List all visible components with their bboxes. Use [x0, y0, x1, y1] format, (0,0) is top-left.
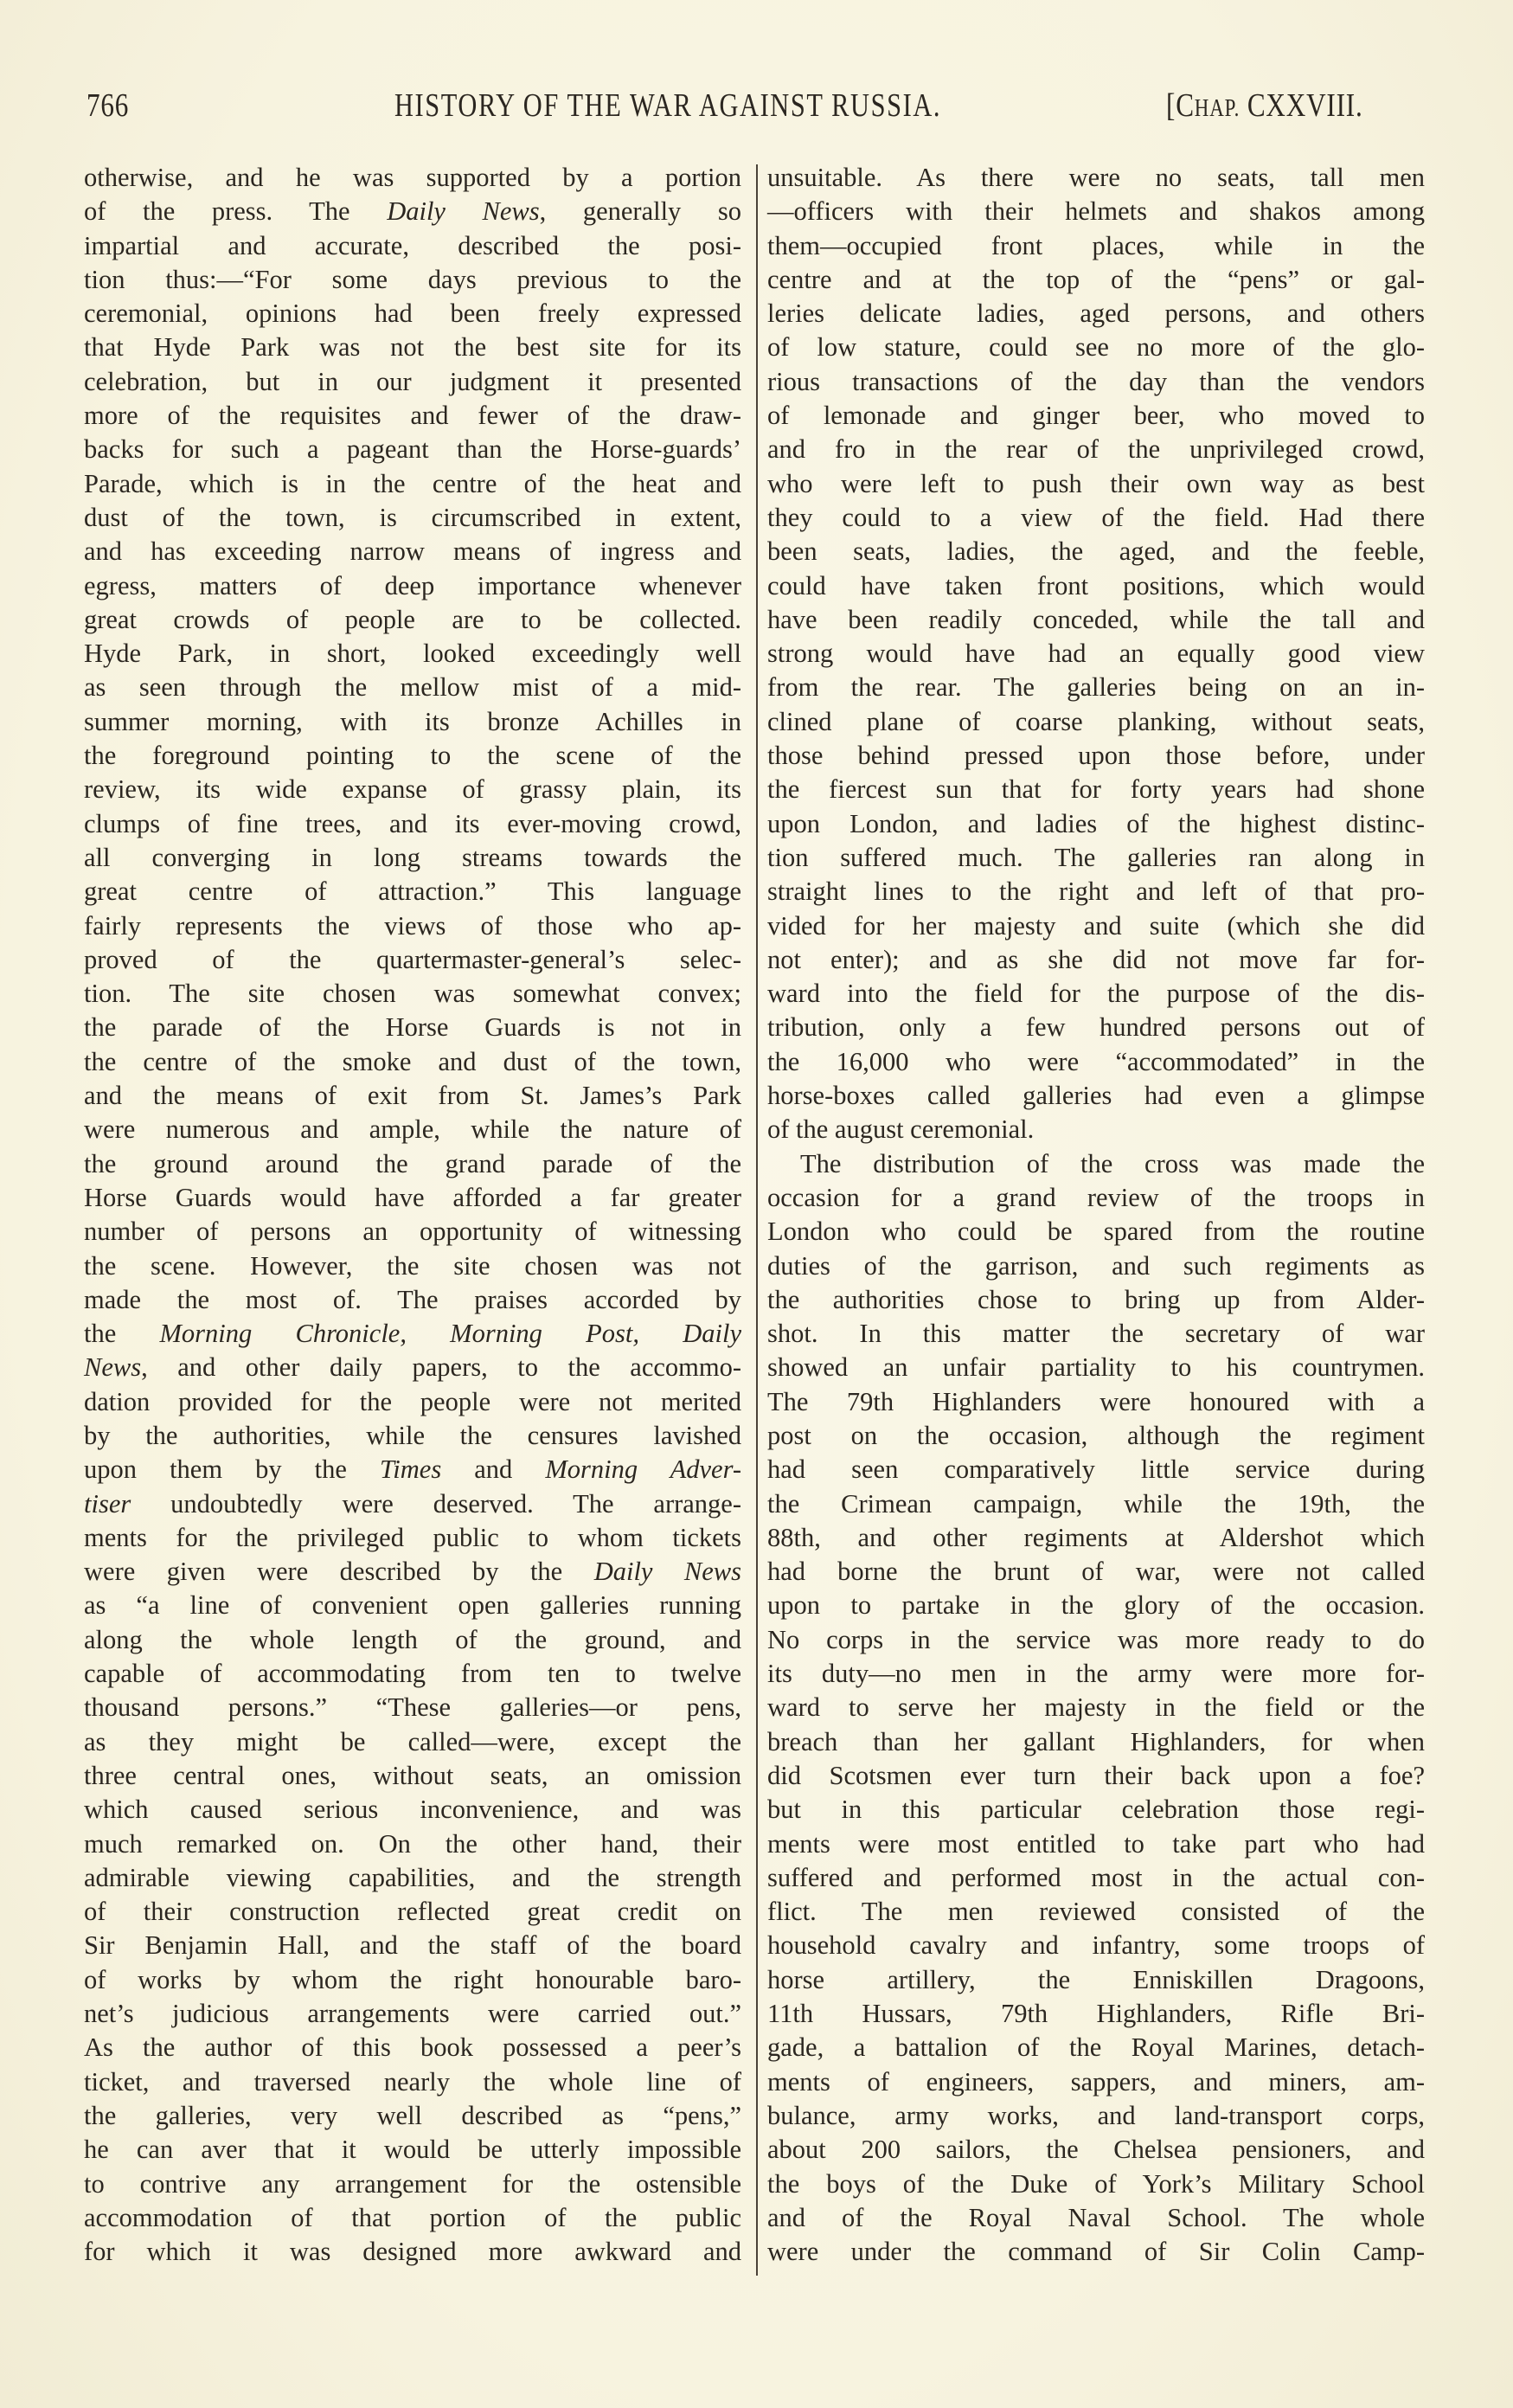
- text-line: ments for the privileged public to whom tickets: [84, 1522, 741, 1552]
- text-line: Hyde Park, in short, looked exceedingly well: [84, 639, 741, 669]
- text-line: breach than her gallant Highlanders, for when: [767, 1726, 1425, 1756]
- text-line: celebration, but in our judgment it presented: [84, 366, 741, 396]
- text-line: The 79th Highlanders were honoured with a: [767, 1386, 1425, 1416]
- text-line: vided for her majesty and suite (which she did: [767, 910, 1425, 941]
- text-line: number of persons an opportunity of witnessing: [84, 1217, 741, 1247]
- text-line: could have taken front positions, which would: [767, 570, 1425, 600]
- text-line: the Crimean campaign, while the 19th, the: [767, 1488, 1425, 1519]
- text-line: all converging in long streams towards the: [84, 842, 741, 872]
- text-line: and of the Royal Naval School. The whole: [767, 2202, 1425, 2232]
- text-line: ments of engineers, sappers, and miners, am-: [767, 2066, 1425, 2097]
- text-line: otherwise, and he was supported by a portion: [84, 163, 741, 192]
- text-line: centre and at the top of the “pens” or gal-: [767, 264, 1425, 294]
- text-line: straight lines to the right and left of that pro-: [767, 877, 1425, 907]
- text-line: showed an unfair partiality to his countrymen.: [767, 1352, 1425, 1383]
- text-line: have been readily conceded, while the tall and: [767, 604, 1425, 634]
- text-line: of lemonade and ginger beer, who moved to: [767, 401, 1425, 431]
- text-line: and the means of exit from St. James’s Park: [84, 1081, 741, 1111]
- column-divider-rule: [756, 164, 758, 2276]
- text-line: tion suffered much. The galleries ran along in: [767, 842, 1425, 872]
- text-line: thousand persons.” “These galleries—or pens,: [84, 1692, 741, 1723]
- text-line: household cavalry and infantry, some troops of: [767, 1930, 1425, 1961]
- text-line: fairly represents the views of those who ap-: [84, 910, 741, 941]
- text-line: about 200 sailors, the Chelsea pensioners, and: [767, 2135, 1425, 2165]
- text-line: made the most of. The praises accorded by: [84, 1284, 741, 1314]
- text-line: they could to a view of the field. Had there: [767, 502, 1425, 532]
- text-line: strong would have had an equally good view: [767, 639, 1425, 669]
- text-line: three central ones, without seats, an omission: [84, 1760, 741, 1790]
- text-line: and fro in the rear of the unprivileged crowd,: [767, 434, 1425, 465]
- text-line: more of the requisites and fewer of the draw-: [84, 401, 741, 431]
- text-line: for which it was designed more awkward and: [84, 2237, 741, 2267]
- text-line: capable of accommodating from ten to twelve: [84, 1659, 741, 1689]
- text-line: ments were most entitled to take part who had: [767, 1828, 1425, 1859]
- text-line: by the authorities, while the censures lavished: [84, 1420, 741, 1450]
- text-line: the boys of the Duke of York’s Military School: [767, 2168, 1425, 2199]
- text-line: as they might be called—were, except the: [84, 1726, 741, 1756]
- text-line: as “a line of convenient open galleries running: [84, 1590, 741, 1621]
- text-line: upon them by the Times and Morning Adver-: [84, 1454, 741, 1485]
- text-line: 11th Hussars, 79th Highlanders, Rifle Bri-: [767, 1999, 1425, 2029]
- text-line: admirable viewing capabilities, and the strength: [84, 1862, 741, 1892]
- text-line: tion thus:—“For some days previous to the: [84, 264, 741, 294]
- chapter-reference: [1166, 87, 1363, 125]
- italic-title: Times: [380, 1454, 442, 1485]
- text-line: ticket, and traversed nearly the whole line of: [84, 2066, 741, 2097]
- text-line: but in this particular celebration those regi-: [767, 1795, 1425, 1825]
- text-line: Sir Benjamin Hall, and the staff of the board: [84, 1930, 741, 1961]
- text-line: clined plane of coarse planking, without seats,: [767, 706, 1425, 736]
- text-line: tion. The site chosen was somewhat convex;: [84, 979, 741, 1009]
- text-line: gade, a battalion of the Royal Marines, detach-: [767, 2032, 1425, 2063]
- text-line: shot. In this matter the secretary of war: [767, 1319, 1425, 1349]
- text-line: bulance, army works, and land-transport corps,: [767, 2100, 1425, 2130]
- text-line: had seen comparatively little service during: [767, 1454, 1425, 1485]
- text-line: to contrive any arrangement for the ostensible: [84, 2168, 741, 2199]
- text-line: horse-boxes called galleries had even a glimpse: [767, 1081, 1425, 1111]
- text-line: which caused serious inconvenience, and was: [84, 1795, 741, 1825]
- running-head: [87, 83, 1436, 135]
- text-line: its duty—no men in the army were more for-: [767, 1659, 1425, 1689]
- text-line: tribution, only a few hundred persons out of: [767, 1012, 1425, 1043]
- text-line: the fiercest sun that for forty years had shone: [767, 774, 1425, 805]
- text-line: upon to partake in the glory of the occasion.: [767, 1590, 1425, 1621]
- text-line: —officers with their helmets and shakos among: [767, 196, 1425, 227]
- text-line: ward to serve her majesty in the field or the: [767, 1692, 1425, 1723]
- text-line: the centre of the smoke and dust of the town,: [84, 1046, 741, 1076]
- text-line: them—occupied front places, while in the: [767, 230, 1425, 260]
- italic-title: Daily News: [593, 1557, 742, 1587]
- text-line: and has exceeding narrow means of ingress and: [84, 536, 741, 567]
- italic-title: News: [84, 1352, 142, 1383]
- text-line: from the rear. The galleries being on an in-: [767, 672, 1425, 703]
- italic-title: Morning Chronicle, Morning Post, Daily: [159, 1319, 742, 1349]
- text-line: the galleries, very well described as “pens,”: [84, 2100, 741, 2130]
- text-line: Horse Guards would have afforded a far greater: [84, 1182, 741, 1212]
- right-text-column: [767, 161, 1425, 2269]
- text-line: not enter); and as she did not move far for-: [767, 944, 1425, 974]
- text-line: he can aver that it would be utterly impossible: [84, 2135, 741, 2165]
- text-line: along the whole length of the ground, and: [84, 1624, 741, 1654]
- book-title: HISTORY OF THE WAR AGAINST RUSSIA.: [394, 87, 942, 124]
- text-line: clumps of fine trees, and its ever-moving crowd,: [84, 808, 741, 838]
- text-line: occasion for a grand review of the troops in: [767, 1182, 1425, 1212]
- text-line: of their construction reflected great credit on: [84, 1897, 741, 1927]
- text-line: had borne the brunt of war, were not called: [767, 1557, 1425, 1587]
- text-line: of low stature, could see no more of the glo-: [767, 332, 1425, 363]
- text-line: London who could be spared from the routine: [767, 1217, 1425, 1247]
- text-line: review, its wide expanse of grassy plain, its: [84, 774, 741, 805]
- text-line: duties of the garrison, and such regiments as: [767, 1250, 1425, 1281]
- text-line: the authorities chose to bring up from Alder-: [767, 1284, 1425, 1314]
- italic-title: tiser: [84, 1488, 131, 1519]
- italic-title: Daily News: [387, 196, 540, 227]
- text-line: ward into the field for the purpose of the dis-: [767, 979, 1425, 1009]
- text-line: As the author of this book possessed a peer’s: [84, 2032, 741, 2063]
- text-line: as seen through the mellow mist of a mid-: [84, 672, 741, 703]
- chapter-number: CXXVIII.: [1247, 87, 1363, 124]
- text-line: of the august ceremonial.: [767, 1114, 1035, 1145]
- chapter-label: HAP.: [1194, 95, 1241, 122]
- text-line: dation provided for the people were not merited: [84, 1386, 741, 1416]
- text-line: unsuitable. As there were no seats, tall men: [767, 163, 1425, 192]
- chapter-bracket: [C: [1166, 87, 1195, 124]
- text-line: egress, matters of deep importance whenever: [84, 570, 741, 600]
- text-line: much remarked on. On the other hand, their: [84, 1828, 741, 1859]
- text-line: accommodation of that portion of the public: [84, 2202, 741, 2232]
- text-line: were given were described by the Daily News: [84, 1557, 742, 1587]
- text-line: ceremonial, opinions had been freely expressed: [84, 299, 741, 329]
- text-line: dust of the town, is circumscribed in extent,: [84, 502, 741, 532]
- text-line: suffered and performed most in the actual con-: [767, 1862, 1425, 1892]
- text-line: who were left to push their own way as best: [767, 468, 1425, 498]
- text-line: upon London, and ladies of the highest distinc-: [767, 808, 1425, 838]
- text-line: horse artillery, the Enniskillen Dragoons,: [767, 1964, 1425, 1994]
- text-line: great centre of attraction.” This language: [84, 877, 741, 907]
- left-text-column: [84, 161, 741, 2269]
- text-line: the Morning Chronicle, Morning Post, Daily: [84, 1319, 742, 1349]
- text-line: were numerous and ample, while the nature of: [84, 1114, 741, 1145]
- text-line: News, and other daily papers, to the accommo-: [84, 1352, 741, 1383]
- text-line: of works by whom the right honourable baro-: [84, 1964, 741, 1994]
- text-line: post on the occasion, although the regiment: [767, 1420, 1425, 1450]
- text-line: The distribution of the cross was made the: [800, 1148, 1425, 1178]
- text-line: the scene. However, the site chosen was not: [84, 1250, 741, 1281]
- text-line: of the press. The Daily News, generally so: [84, 196, 742, 227]
- text-line: the ground around the grand parade of the: [84, 1148, 741, 1178]
- text-line: rious transactions of the day than the vendors: [767, 366, 1425, 396]
- text-line: were under the command of Sir Colin Camp-: [767, 2237, 1425, 2267]
- text-line: those behind pressed upon those before, under: [767, 741, 1425, 771]
- text-line: backs for such a pageant than the Horse-guards’: [84, 434, 741, 465]
- text-line: tiser undoubtedly were deserved. The arrange-: [84, 1488, 741, 1519]
- text-line: summer morning, with its bronze Achilles in: [84, 706, 741, 736]
- text-line: great crowds of people are to be collected.: [84, 604, 741, 634]
- text-line: flict. The men reviewed consisted of the: [767, 1897, 1425, 1927]
- text-line: net’s judicious arrangements were carried out.”: [84, 1999, 741, 2029]
- italic-title: Morning Adver-: [545, 1454, 741, 1485]
- text-line: that Hyde Park was not the best site for its: [84, 332, 741, 363]
- text-line: did Scotsmen ever turn their back upon a foe?: [767, 1760, 1425, 1790]
- text-line: 88th, and other regiments at Aldershot which: [767, 1522, 1425, 1552]
- text-line: the 16,000 who were “accommodated” in the: [767, 1046, 1425, 1076]
- text-line: been seats, ladies, the aged, and the feeble,: [767, 536, 1425, 567]
- text-line: the foreground pointing to the scene of the: [84, 741, 741, 771]
- page-number: 766: [87, 87, 130, 124]
- text-line: the parade of the Horse Guards is not in: [84, 1012, 741, 1043]
- text-line: No corps in the service was more ready to do: [767, 1624, 1425, 1654]
- text-line: impartial and accurate, described the posi-: [84, 230, 741, 260]
- text-line: Parade, which is in the centre of the heat and: [84, 468, 741, 498]
- text-line: leries delicate ladies, aged persons, and others: [767, 299, 1425, 329]
- text-line: proved of the quartermaster-general’s selec-: [84, 944, 741, 974]
